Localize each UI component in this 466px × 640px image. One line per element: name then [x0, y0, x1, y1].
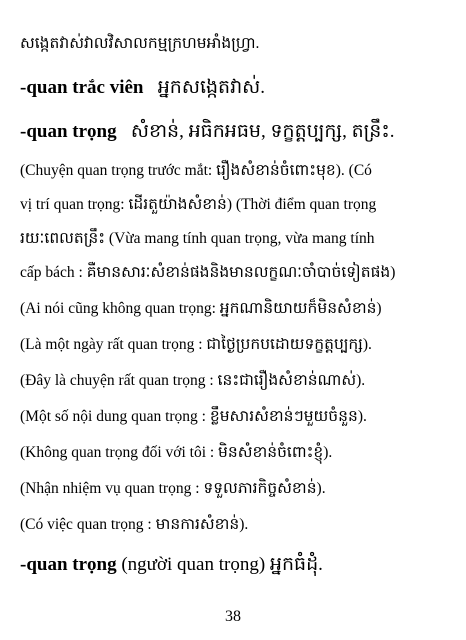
- page-number: 38: [225, 608, 241, 625]
- headword: -quan trọng: [20, 121, 117, 142]
- example-line: (Nhận nhiệm vụ quan trọng : ទទួលភារកិច្ចសំខាន់).: [20, 480, 326, 497]
- headword-entry: [20, 551, 456, 579]
- example-line: (Đây là chuyện rất quan trọng : នេះជារឿងសំខាន់ណាស់).: [20, 372, 366, 389]
- example-line: (Có việc quan trọng : មានការសំខាន់).: [20, 516, 249, 533]
- definition: សំខាន់, អធិកអធម, ទក្ខត្តប្បក្ស, តន្រឹះ.: [130, 121, 395, 142]
- example-line: រយៈពេលតន្រឹះ (Vừa mang tính quan trọng, vừa mang tính: [20, 230, 375, 247]
- definition: (người quan trọng) អ្នកធំដុំ.: [121, 554, 323, 575]
- headword: -quan trắc viên: [20, 77, 144, 98]
- example-line: (Không quan trọng đối với tôi : មិនសំខាន់ចំពោះខ្ញុំ).: [20, 444, 333, 461]
- example-line: cấp bách : គឺមានសារៈសំខាន់ផងនិងមានលក្ខណៈចាំបាច់ទៀតផង): [20, 264, 396, 281]
- entry-continuation: សង្កេតវាស់វាលវិសាលកម្មក្រហមអាំងហ្វ្រា.: [20, 35, 260, 52]
- example-line: (Ai nói cũng không quan trọng: អ្នកណានិយាយក៏មិនសំខាន់): [20, 300, 382, 317]
- definition: អ្នកសង្កេតវាស់.: [157, 77, 266, 98]
- example-line: (Chuyện quan trọng trước mắt: រឿងសំខាន់ចំពោះមុខ). (Có: [20, 162, 372, 179]
- example-line: (Một số nội dung quan trọng : ខ្លឹមសារសំខាន់ៗមួយចំនួន).: [20, 408, 367, 425]
- example-line: (Là một ngày rất quan trọng : ជាថ្ងៃប្រកបដោយទក្ខត្តប្បក្ស).: [20, 336, 372, 353]
- headword-entry: [20, 118, 456, 146]
- example-line: vị trí quan trọng: ដើរតួយ៉ាងសំខាន់) (Thời điểm quan trọng: [20, 196, 377, 213]
- headword-entry: [20, 74, 456, 102]
- headword: -quan trọng: [20, 554, 117, 575]
